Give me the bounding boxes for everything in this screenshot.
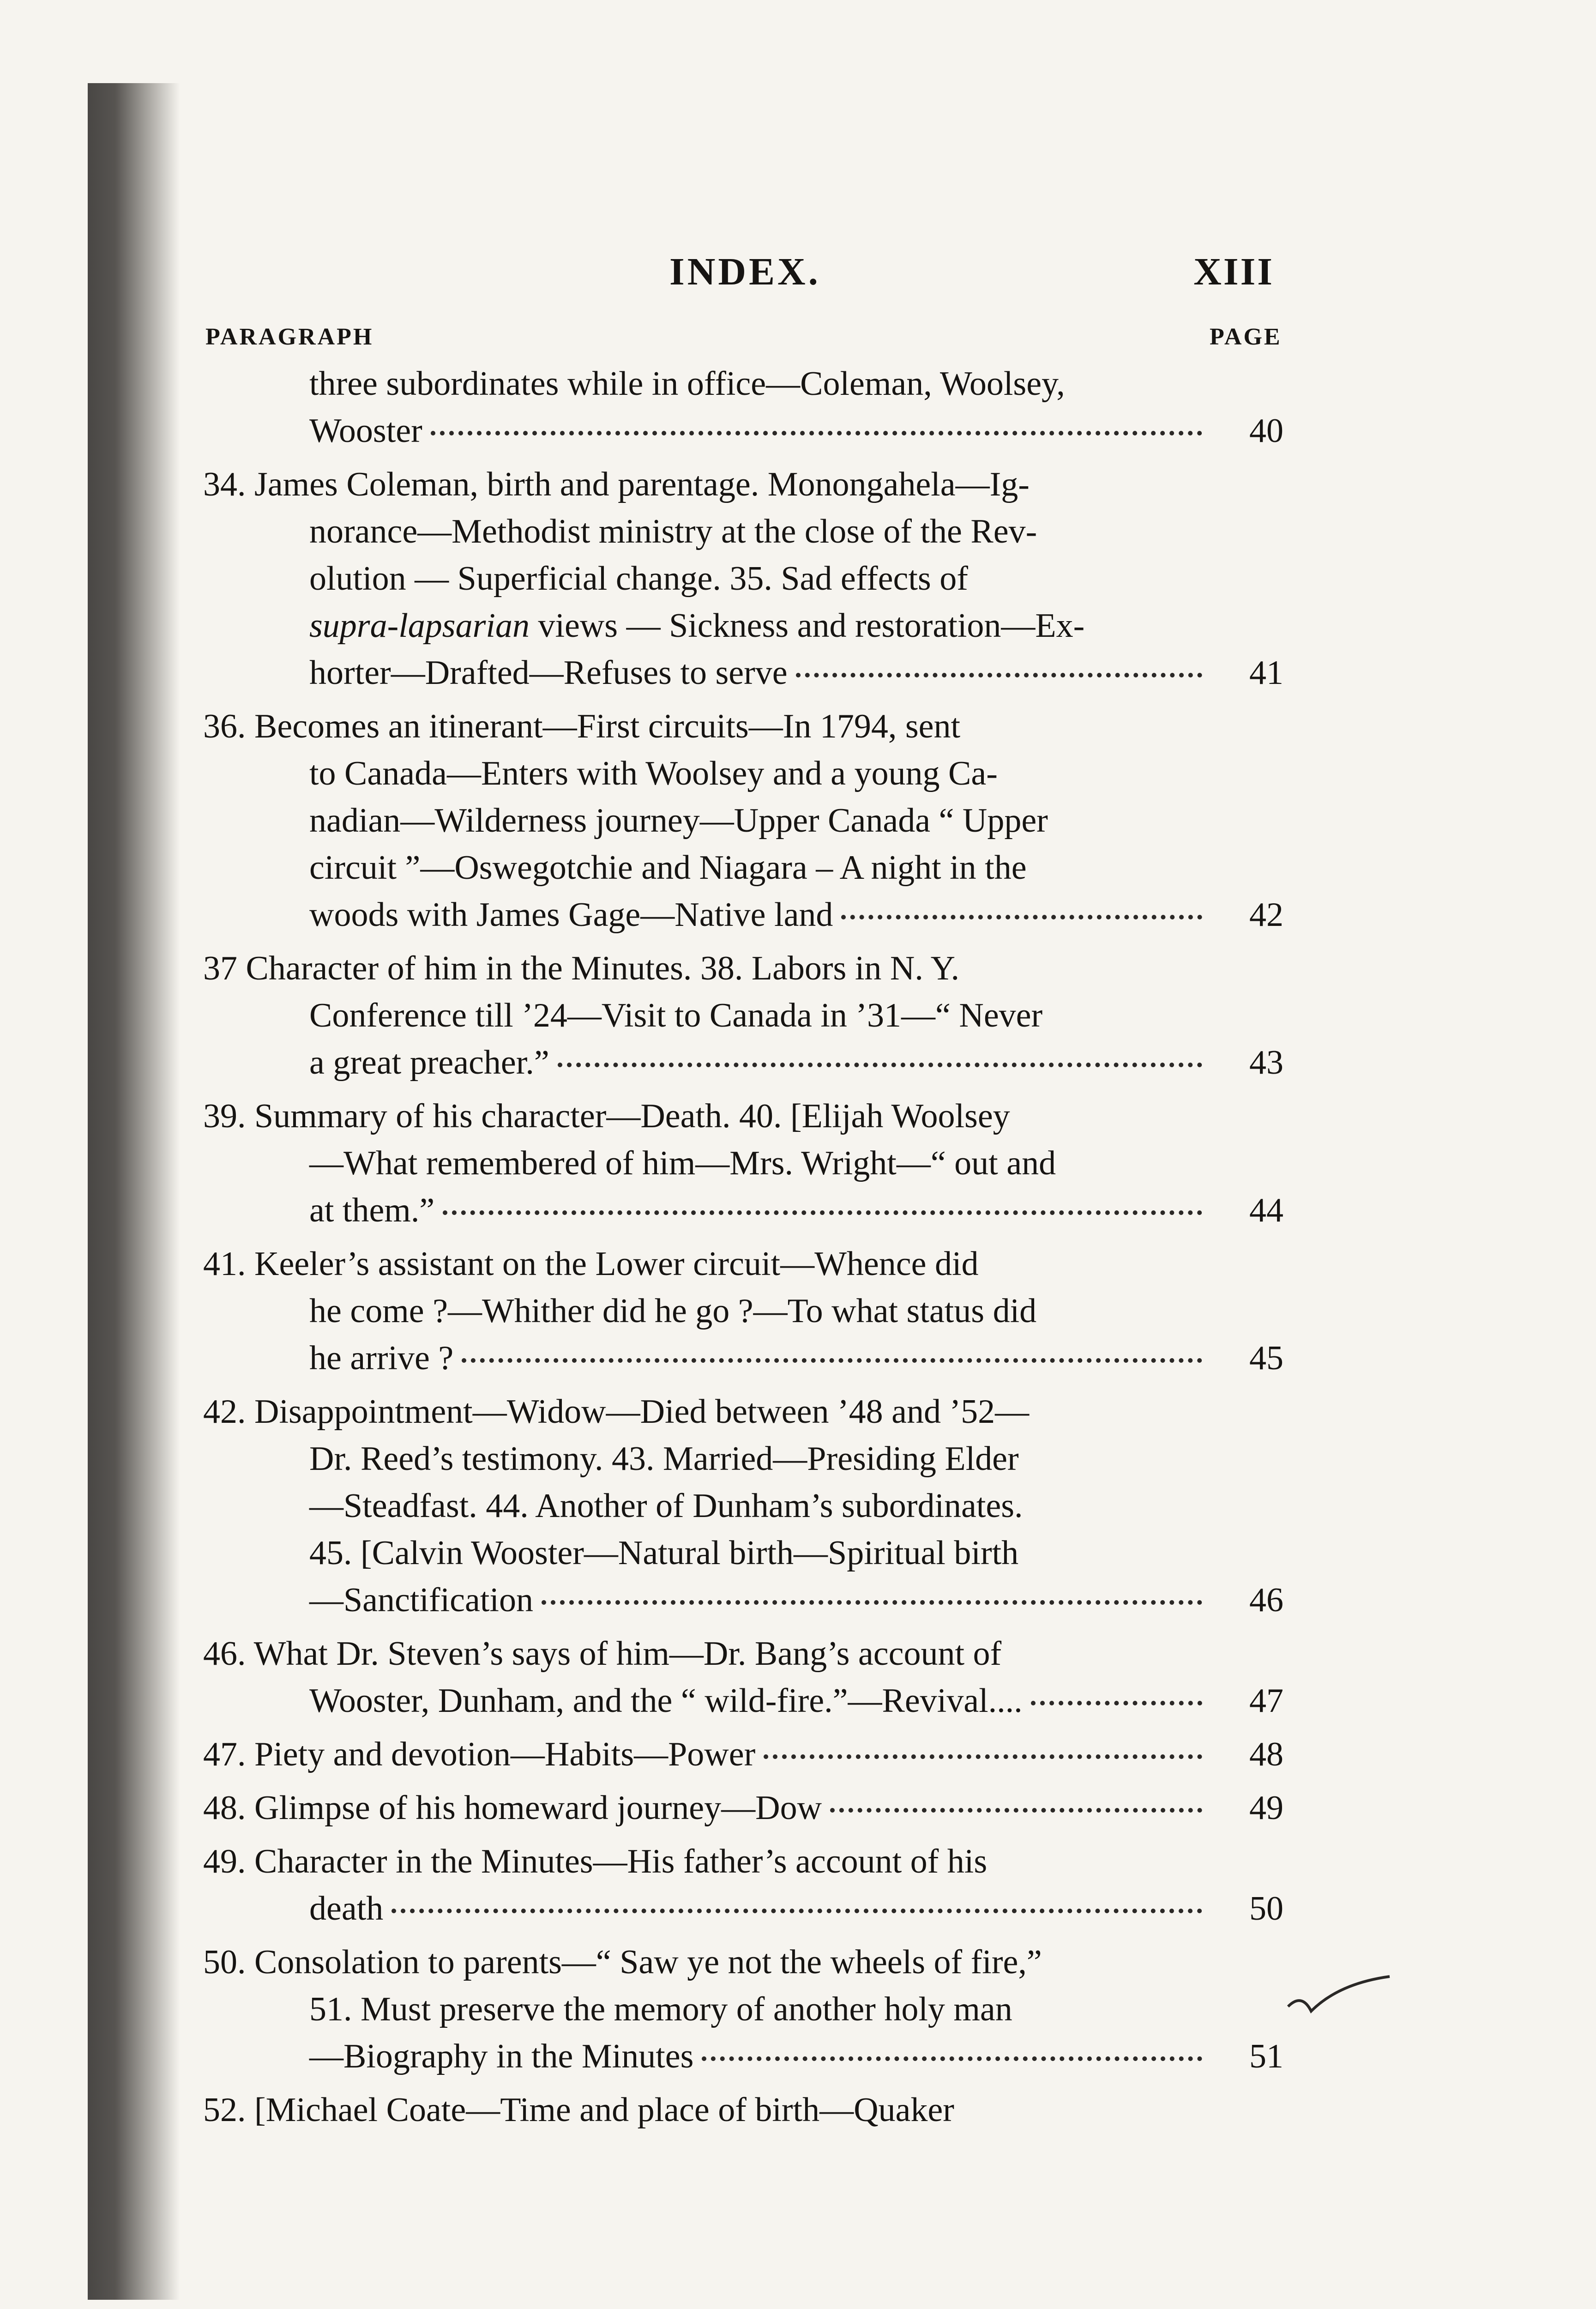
dot-leader — [841, 915, 1202, 919]
index-entry — [203, 945, 1283, 1086]
entry-text: Wooster — [309, 412, 422, 450]
entry-line — [203, 1529, 1283, 1577]
entry-line — [203, 1187, 1283, 1234]
entry-line — [203, 1240, 1283, 1287]
entry-text: to Canada—Enters with Woolsey and a young Ca- — [309, 755, 998, 792]
entry-page-number: 42 — [1249, 896, 1283, 934]
index-entry — [203, 461, 1283, 696]
entry-text: Dr. Reed’s testimony. 43. Married—Presiding Elder — [309, 1440, 1019, 1478]
entry-line — [203, 750, 1283, 797]
index-entry — [203, 1240, 1283, 1382]
entry-line — [203, 1093, 1283, 1140]
entry-text: 47. Piety and devotion—Habits—Power — [203, 1735, 756, 1773]
page-title: INDEX. — [669, 250, 821, 293]
entry-line — [203, 1435, 1283, 1482]
column-heading-paragraph: PARAGRAPH — [205, 324, 374, 350]
entry-page-number: 46 — [1249, 1581, 1283, 1619]
index-entry — [203, 1388, 1283, 1624]
entry-line — [203, 992, 1283, 1039]
index-entry — [203, 1630, 1283, 1724]
entry-text: 36. Becomes an itinerant—First circuits—In 1794, sent — [203, 707, 961, 745]
entry-line — [203, 1287, 1283, 1335]
entry-page-number: 41 — [1249, 654, 1283, 692]
entry-line — [203, 461, 1283, 508]
dot-leader — [830, 1808, 1202, 1813]
entry-text: he come ?—Whither did he go ?—To what status did — [309, 1292, 1037, 1330]
entry-page-number: 44 — [1249, 1191, 1283, 1229]
entry-line — [203, 945, 1283, 992]
entry-text: —Biography in the Minutes — [309, 2037, 694, 2075]
column-heading-page: PAGE — [1210, 324, 1282, 350]
index-entry — [203, 1731, 1283, 1778]
entry-line — [203, 1986, 1283, 2033]
entry-line — [203, 1577, 1283, 1624]
entry-text: 34. James Coleman, birth and parentage. Monongahela—Ig- — [203, 465, 1030, 503]
entry-text: 50. Consolation to parents—“ Saw ye not the wheels of fire,” — [203, 1943, 1042, 1981]
entry-page-number: 51 — [1249, 2037, 1283, 2075]
entry-text: Conference till ’24—Visit to Canada in ’31—“ Never — [309, 997, 1043, 1034]
entry-page-number: 47 — [1249, 1682, 1283, 1720]
entry-line — [203, 555, 1283, 602]
entry-line — [203, 508, 1283, 555]
dot-leader — [796, 673, 1202, 677]
entry-line — [203, 1939, 1283, 1986]
entry-line — [203, 1039, 1283, 1086]
entry-text: he arrive ? — [309, 1339, 454, 1377]
entry-text: Wooster, Dunham, and the “ wild-fire.”—Revival.... — [309, 1682, 1023, 1720]
entry-text: 51. Must preserve the memory of another holy man — [309, 1990, 1012, 2028]
entry-text: 42. Disappointment—Widow—Died between ’48 and ’52— — [203, 1393, 1030, 1431]
entry-text: 39. Summary of his character—Death. 40. [Elijah Woolsey — [203, 1097, 1010, 1135]
entry-text: at them.” — [309, 1191, 435, 1229]
dot-leader — [1031, 1701, 1202, 1705]
entry-line — [203, 2033, 1283, 2080]
entry-text: olution — Superficial change. 35. Sad effects of — [309, 560, 968, 598]
entry-text: supra-lapsarian views — Sickness and restoration—Ex- — [309, 607, 1085, 645]
index-entry — [203, 703, 1283, 938]
entry-text: —Sanctification — [309, 1581, 533, 1619]
entry-page-number: 49 — [1249, 1789, 1283, 1827]
page-number: XIII — [1193, 250, 1274, 293]
entry-line — [203, 2086, 1283, 2134]
entry-page-number: 43 — [1249, 1044, 1283, 1082]
entry-line — [203, 1677, 1283, 1724]
dot-leader — [702, 2056, 1202, 2061]
entry-line — [203, 360, 1283, 407]
entry-text: 52. [Michael Coate—Time and place of birth—Quaker — [203, 2091, 954, 2129]
entry-text: norance—Methodist ministry at the close of the Rev- — [309, 513, 1037, 550]
running-head — [203, 231, 1274, 305]
entry-line — [203, 649, 1283, 696]
dot-leader — [462, 1358, 1202, 1363]
entry-text: 46. What Dr. Steven’s says of him—Dr. Bang’s account of — [203, 1635, 1002, 1673]
dot-leader — [558, 1063, 1202, 1067]
entry-text: 41. Keeler’s assistant on the Lower circuit—Whence did — [203, 1245, 979, 1283]
dot-leader — [542, 1600, 1202, 1605]
entry-line — [203, 1482, 1283, 1529]
entry-line — [203, 1140, 1283, 1187]
index-entries — [203, 360, 1283, 2140]
entry-page-number: 50 — [1249, 1890, 1283, 1928]
entry-text: circuit ”—Oswegotchie and Niagara – A night in the — [309, 849, 1027, 887]
entry-line — [203, 703, 1283, 750]
entry-text: 45. [Calvin Wooster—Natural birth—Spiritual birth — [309, 1534, 1019, 1572]
entry-line — [203, 844, 1283, 891]
index-entry — [203, 1093, 1283, 1234]
entry-text: horter—Drafted—Refuses to serve — [309, 654, 788, 692]
dot-leader — [431, 431, 1202, 435]
entry-line — [203, 1335, 1283, 1382]
entry-line — [203, 891, 1283, 938]
dot-leader — [391, 1909, 1202, 1913]
index-entry — [203, 1838, 1283, 1932]
entry-page-number: 40 — [1249, 412, 1283, 450]
entry-text: —Steadfast. 44. Another of Dunham’s subordinates. — [309, 1487, 1023, 1525]
index-entry — [203, 1784, 1283, 1831]
entry-line — [203, 1784, 1283, 1831]
entry-line — [203, 1630, 1283, 1677]
dot-leader — [764, 1754, 1202, 1759]
pencil-check-mark — [1283, 1974, 1394, 2016]
index-entry — [203, 1939, 1283, 2080]
entry-line — [203, 1388, 1283, 1435]
entry-text: 37 Character of him in the Minutes. 38. Labors in N. Y. — [203, 949, 960, 987]
entry-text: 48. Glimpse of his homeward journey—Dow — [203, 1789, 822, 1827]
entry-text: three subordinates while in office—Coleman, Woolsey, — [309, 365, 1065, 403]
index-entry — [203, 360, 1283, 454]
entry-line — [203, 602, 1283, 649]
entry-line — [203, 797, 1283, 844]
entry-text: —What remembered of him—Mrs. Wright—“ out and — [309, 1144, 1056, 1182]
entry-text: woods with James Gage—Native land — [309, 896, 833, 934]
entry-line — [203, 1731, 1283, 1778]
entry-text: a great preacher.” — [309, 1044, 549, 1082]
entry-page-number: 45 — [1249, 1339, 1283, 1377]
entry-text: nadian—Wilderness journey—Upper Canada “ Upper — [309, 802, 1048, 840]
binding-shadow — [88, 83, 180, 2300]
entry-text: 49. Character in the Minutes—His father’s account of his — [203, 1843, 988, 1880]
entry-line — [203, 1885, 1283, 1932]
index-entry — [203, 2086, 1283, 2134]
entry-text: death — [309, 1890, 384, 1928]
entry-line — [203, 1838, 1283, 1885]
entry-page-number: 48 — [1249, 1735, 1283, 1773]
entry-line — [203, 407, 1283, 454]
dot-leader — [443, 1210, 1202, 1215]
